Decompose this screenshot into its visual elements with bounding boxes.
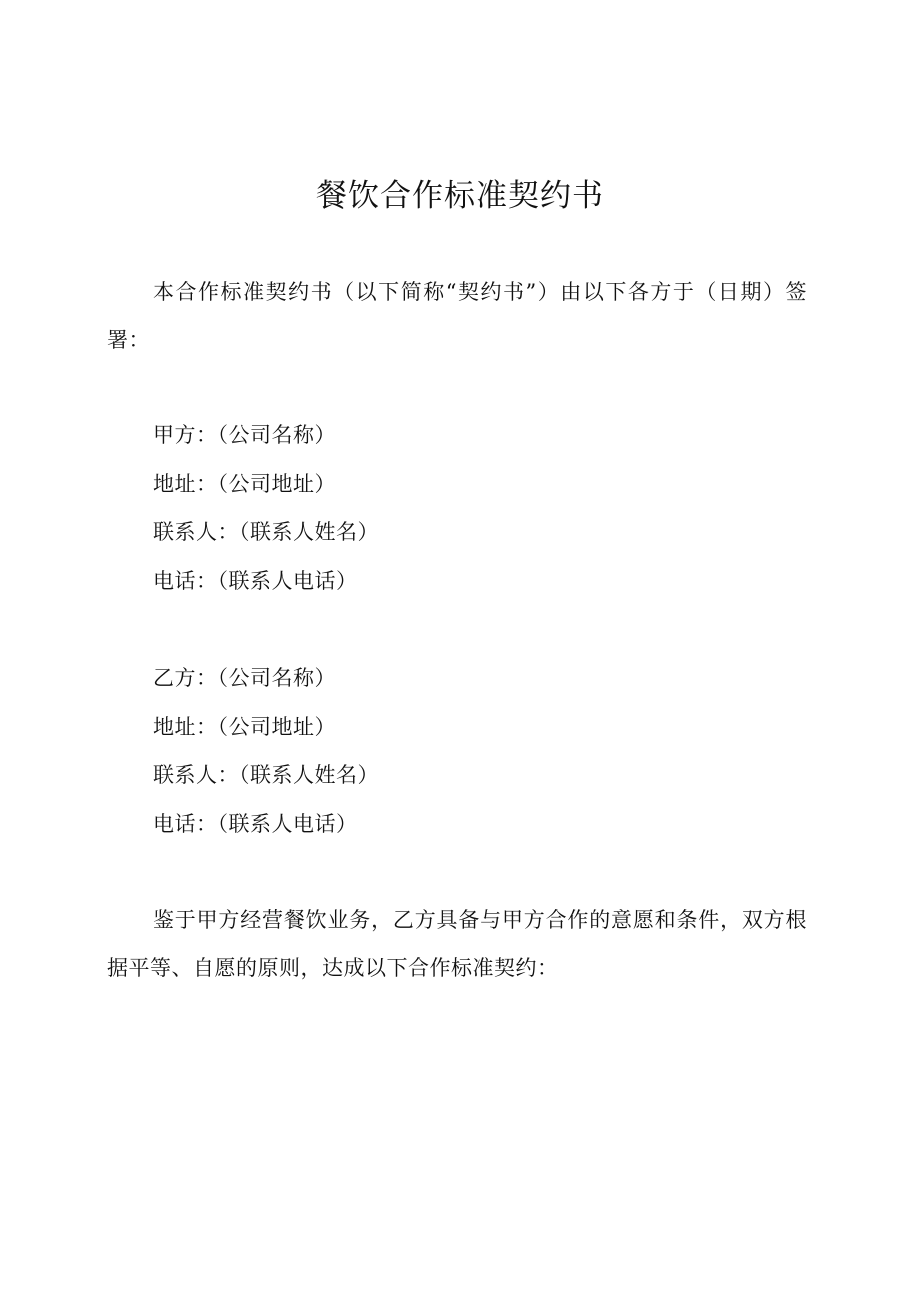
party-b-name-label: 乙方： <box>153 666 218 690</box>
closing-paragraph: 鉴于甲方经营餐饮业务，乙方具备与甲方合作的意愿和条件，双方根据平等、自愿的原则，达成以下合作标准契约： <box>107 908 807 980</box>
party-b-address-label: 地址： <box>153 714 218 739</box>
party-b-phone-value: （联系人电话） <box>217 811 358 836</box>
party-a-contact-value: （联系人姓名） <box>239 520 379 545</box>
party-b-address-line <box>153 703 803 752</box>
intro-paragraph: 本合作标准契约书（以下简称“契约书”）由以下各方于（日期）签署： <box>107 280 807 352</box>
party-a-address-value: （公司地址） <box>217 471 336 496</box>
party-b-contact-value: （联系人姓名） <box>239 763 379 788</box>
party-a-name-label: 甲方： <box>153 423 218 447</box>
party-a-contact-line <box>153 508 803 557</box>
party-b-address-value: （公司地址） <box>217 714 336 739</box>
party-b-name-value: （公司名称） <box>217 666 336 690</box>
document-title: 餐饮合作标准契约书 <box>316 178 604 214</box>
party-a-phone-value: （联系人电话） <box>217 568 358 593</box>
party-a-name-line <box>153 411 803 460</box>
party-b-contact-line <box>153 751 803 800</box>
party-a-block <box>153 411 803 605</box>
party-a-contact-label: 联系人： <box>153 520 239 545</box>
party-b-name-line <box>153 654 803 703</box>
party-b-block <box>153 654 803 848</box>
party-b-phone-label: 电话： <box>153 811 218 836</box>
party-b-contact-label: 联系人： <box>153 763 239 788</box>
party-a-phone-label: 电话： <box>153 568 218 593</box>
party-a-address-line <box>153 460 803 509</box>
party-b-phone-line <box>153 800 803 849</box>
party-a-name-value: （公司名称） <box>217 423 336 447</box>
party-a-address-label: 地址： <box>153 471 218 496</box>
party-a-phone-line <box>153 557 803 606</box>
